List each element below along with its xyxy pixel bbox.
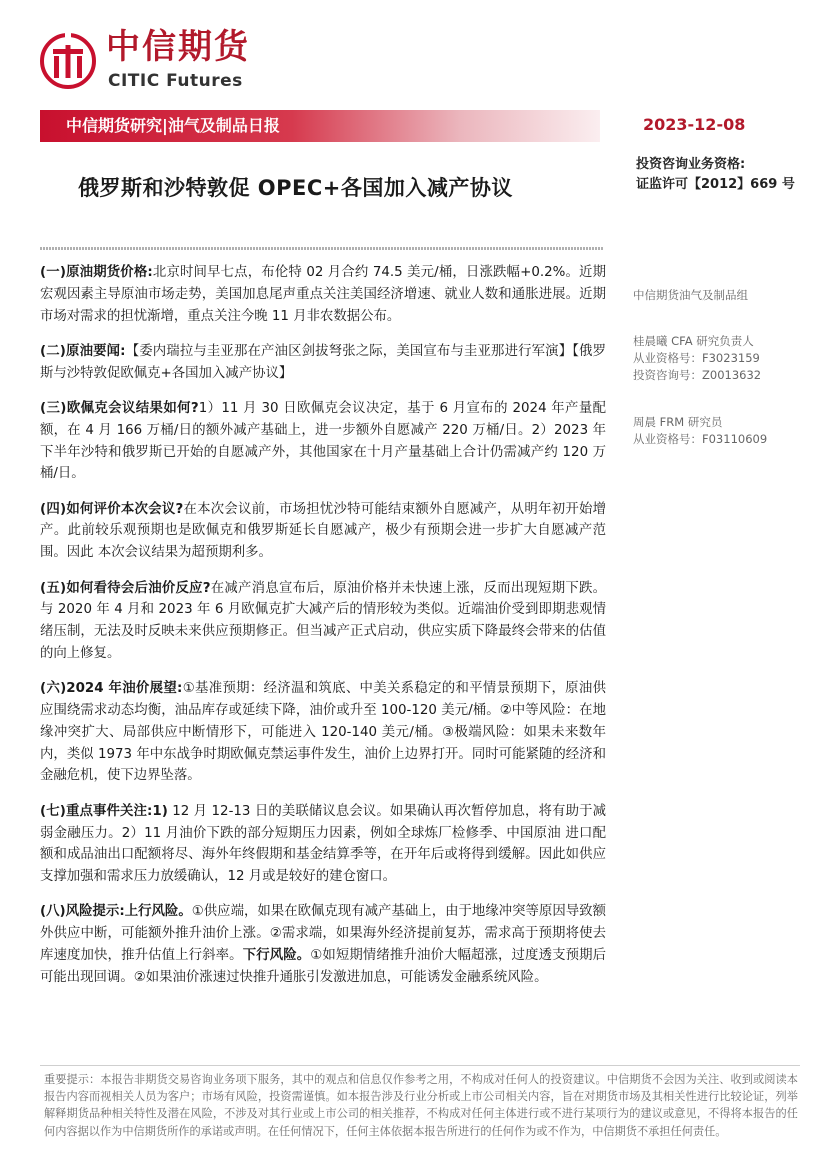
section-subheading: 1) (152, 803, 168, 819)
section-heading: (二)原油要闻: (40, 343, 126, 359)
disclaimer-text: 重要提示：本报告非期货交易咨询业务项下服务，其中的观点和信息仅作参考之用，不构成对任何人的投资建议。中信期货不会因为关注、收到或阅读本报告内容而视相关人员为客户；市场有风险，投资需谨慎。如本报告涉及行业分析或上市公司相关内容，旨在对期货市场及其相关性进行比较论证，列举解释期货品种相关特性及潜在风险，不涉及对其行业或上市公司的相关推荐，不构成对任何主体进行或不进行某项行为的建议或意见，不得将本报告的任何内容据以作为中信期货所作的承诺或声明。在任何情况下，任何主体依据本报告所进行的任何作为或不作为，中信期货不承担任何责任。 (44, 1073, 798, 1138)
section-text: 在本次会议前，市场担忧沙特可能结束额外自愿减产，从明年初开始增产。此前较乐观预期也是欧佩克和俄罗斯延长自愿减产，极少有预期会进一步扩大自愿减产范围。因此 本次会议结果为超预期利多。 (40, 501, 607, 561)
upside-risk-label: 上行风险。 (124, 904, 192, 920)
page-title: 俄罗斯和沙特敦促 OPEC+各国加入减产协议 (78, 176, 513, 200)
analyst-card (633, 414, 813, 448)
report-date: 2023-12-08 (643, 115, 746, 134)
section-opec-result (40, 398, 606, 485)
section-text: 1）11 月 30 日欧佩克会议决定，基于 6 月宣布的 2024 年产量配额，在 4 月 166 万桶/日的额外减产基础上，进一步额外自愿减产 220 万桶/日。2）2023 年下半年沙特和俄罗斯已开始的自愿减产外，其他国家在十月产量基础上合计仍需减产约 120 万桶/日。 (40, 400, 606, 482)
report-body (40, 262, 606, 1002)
section-key-events (40, 801, 606, 888)
section-price-reaction (40, 578, 606, 665)
section-text: 【委内瑞拉与圭亚那在产油区剑拔弩张之际，美国宣布与圭亚那进行军演】【俄罗斯与沙特敦促欧佩克+各国加入减产协议】 (40, 343, 606, 381)
analyst-license: 从业资格号：F3023159 (633, 351, 760, 365)
section-heading: (四)如何评价本次会议? (40, 501, 184, 517)
report-series-title: 中信期货研究|油气及制品日报 (66, 116, 280, 135)
section-heading: (三)欧佩克会议结果如何? (40, 400, 199, 416)
section-text-2: ①如短期情绪推升油价大幅超涨，过度透支预期后可能出现回调。②如果油价涨速过快推升通胀引发激进加息，可能诱发金融系统风险。 (40, 948, 607, 985)
section-text: 北京时间早七点，布伦特 02 月合约 74.5 美元/桶，日涨跌幅+0.2%。近期宏观因素主导原油市场走势，美国加息尾声重点关注美国经济增速、就业人数和通胀进展。近期市场对需求的担忧渐增，重点关注今晚 11 月非农数据公布。 (40, 265, 606, 324)
section-heading: (八)风险提示: (40, 904, 125, 920)
analyst-card (633, 333, 813, 384)
logo-chinese-text: 中信期货 (106, 27, 250, 67)
section-text: ①基准预期：经济温和筑底、中美关系稳定的和平情景预期下，原油供应围绕需求动态均衡，油品库存或延续下降，油价或升至 100-120 美元/桶。②中等风险：在地缘冲突扩大、局部供应中断情形下，可能进入 120-140 美元/桶。③极端风险：如果未来数年内，类似 1973 年中东战争时期欧佩克禁运事件发生，油价上边界打开。同时可能紧随的经济和金融危机，使下边界坠落。 (40, 681, 606, 784)
license-line-1: 投资咨询业务资格: (636, 157, 746, 172)
license-info (636, 155, 795, 195)
analyst-consult-license: 投资咨询号：Z0013632 (633, 368, 762, 382)
section-heading: (六)2024 年油价展望: (40, 681, 183, 697)
license-line-2: 证监许可【2012】669 号 (636, 177, 795, 192)
section-2024-outlook (40, 678, 606, 787)
section-text: 在减产消息宣布后，原油价格并未快速上涨，反而出现短期下跌。与 2020 年 4 月和 2023 年 6 月欧佩克扩大减产后的情形较为类似。近端油价受到即期悲观情绪压制，无法及时反映未来供应预期修正。但当减产正式启动，供应实质下降最终会带来的估值的向上修复。 (40, 580, 606, 661)
citic-logo-icon (40, 33, 96, 89)
section-risk-warning (40, 901, 606, 988)
section-text: 12 月 12-13 日的美联储议息会议。如果确认再次暂停加息，将有助于减弱金融压力。2）11 月油价下跌的部分短期压力因素，例如全球炼厂检修季、中国原油 进口配额和成品油出口配额将尽、海外年终假期和基金结算季等，在开年后或将得到缓解。因此如供应支撑加强和需求压力放缓确认，12 月或是较好的建仓窗口。 (40, 803, 606, 885)
section-text: ①供应端，如果在欧佩克现有减产基础上，由于地缘冲突等原因导致额外供应中断，可能额外推升油价上涨。②需求端，如果海外经济提前复苏，需求高于预期将使去库速度加快，推升估值上行斜率。 (40, 904, 606, 964)
section-heading: (七)重点事件关注: (40, 803, 153, 819)
logo-english-text: CITIC Futures (108, 71, 243, 91)
research-group (633, 287, 813, 304)
research-group-name: 中信期货油气及制品组 (633, 288, 748, 302)
section-futures-price (40, 262, 606, 327)
analyst-license: 从业资格号：F03110609 (633, 432, 768, 446)
analyst-name-title: 桂晨曦 CFA 研究负责人 (633, 334, 754, 348)
section-news (40, 341, 606, 385)
title-divider (40, 247, 603, 250)
section-heading: (一)原油期货价格: (40, 265, 153, 280)
analyst-name-title: 周晨 FRM 研究员 (633, 415, 723, 429)
section-heading: (五)如何看待会后油价反应? (40, 580, 211, 596)
footer-divider (40, 1065, 800, 1066)
section-meeting-evaluation (40, 499, 606, 564)
downside-risk-label: 下行风险。 (242, 948, 311, 964)
